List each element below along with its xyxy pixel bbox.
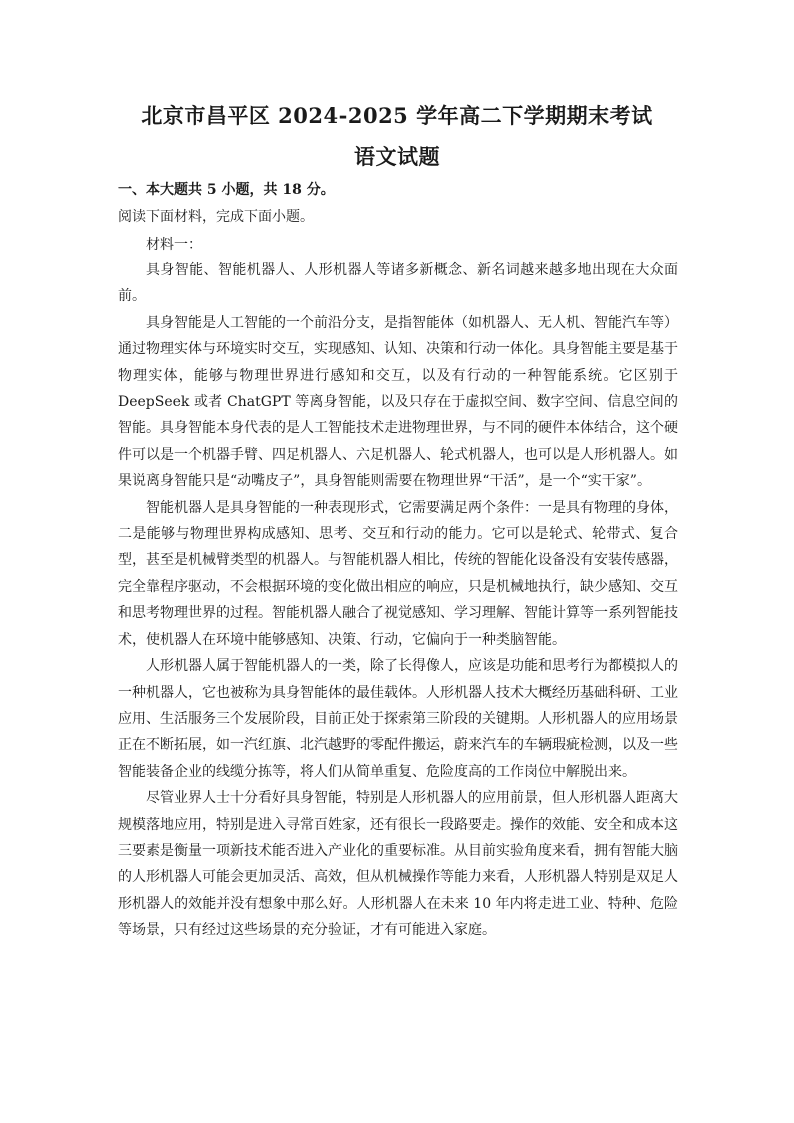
material-body xyxy=(118,257,678,944)
section-heading: 一、本大题共 5 小题，共 18 分。 xyxy=(118,182,335,198)
paragraph: 具身智能是人工智能的一个前沿分支，是指智能体（如机器人、无人机、智能汽车等）通过物理实体与环境实时交互，实现感知、认知、决策和行动一体化。具身智能主要是基于物理实体，能够与物理世界进行感知和交互，以及有行动的一种智能系统。它区别于 DeepSeek 或者 ChatGPT 等离身智能，以及只存在于虚拟空间、数字空间、信息空间的智能。具身智能本身代表的是人工智能技术走进物理世界，与不同的硬件本体结合，这个硬件可以是一个机器手臂、四足机器人、六足机器人、轮式机器人，也可以是人形机器人。如果说离身智能只是“动嘴皮子”，具身智能则需要在物理世界“干活”，是一个“实干家”。 xyxy=(118,314,678,490)
exam-title: 北京市昌平区 2024-2025 学年高二下学期期末考试 xyxy=(141,103,653,128)
instruction-text: 阅读下面材料，完成下面小题。 xyxy=(118,209,314,225)
paragraph: 智能机器人是具身智能的一种表现形式，它需要满足两个条件：一是具有物理的身体，二是能够与物理世界构成感知、思考、交互和行动的能力。它可以是轮式、轮带式、复合型，甚至是机械臂类型的机器人。与智能机器人相比，传统的智能化设备没有安装传感器，完全靠程序驱动，不会根据环境的变化做出相应的响应，只是机械地执行，缺少感知、交互和思考物理世界的过程。智能机器人融合了视觉感知、学习理解、智能计算等一系列智能技术，使机器人在环境中能够感知、决策、行动，它偏向于一种类脑智能。 xyxy=(118,499,678,648)
paragraph: 尽管业界人士十分看好具身智能，特别是人形机器人的应用前景，但人形机器人距离大规模落地应用，特别是进入寻常百姓家，还有很长一段路要走。操作的效能、安全和成本这三要素是衡量一项新技术能否进入产业化的重要标准。从目前实验角度来看，拥有智能大脑的人形机器人可能会更加灵活、高效，但从机械操作等能力来看，人形机器人特别是双足人形机器人的效能并没有想象中那么好。人形机器人在未来 10 年内将走进工业、特种、危险等场景，只有经过这些场景的充分验证，才有可能进入家庭。 xyxy=(118,790,678,939)
paragraph: 具身智能、智能机器人、人形机器人等诸多新概念、新名词越来越多地出现在大众面前。 xyxy=(118,262,678,305)
material-label: 材料一： xyxy=(146,237,202,253)
exam-subtitle: 语文试题 xyxy=(354,144,440,169)
paragraph: 人形机器人属于智能机器人的一类，除了长得像人，应该是功能和思考行为都模拟人的一种机器人，它也被称为具身智能体的最佳载体。人形机器人技术大概经历基础科研、工业应用、生活服务三个发展阶段，目前正处于探索第三阶段的关键期。人形机器人的应用场景正在不断拓展，如一汽红旗、北汽越野的零配件搬运，蔚来汽车的车辆瑕疵检测，以及一些智能装备企业的线缆分拣等，将人们从简单重复、危险度高的工作岗位中解脱出来。 xyxy=(118,658,678,780)
